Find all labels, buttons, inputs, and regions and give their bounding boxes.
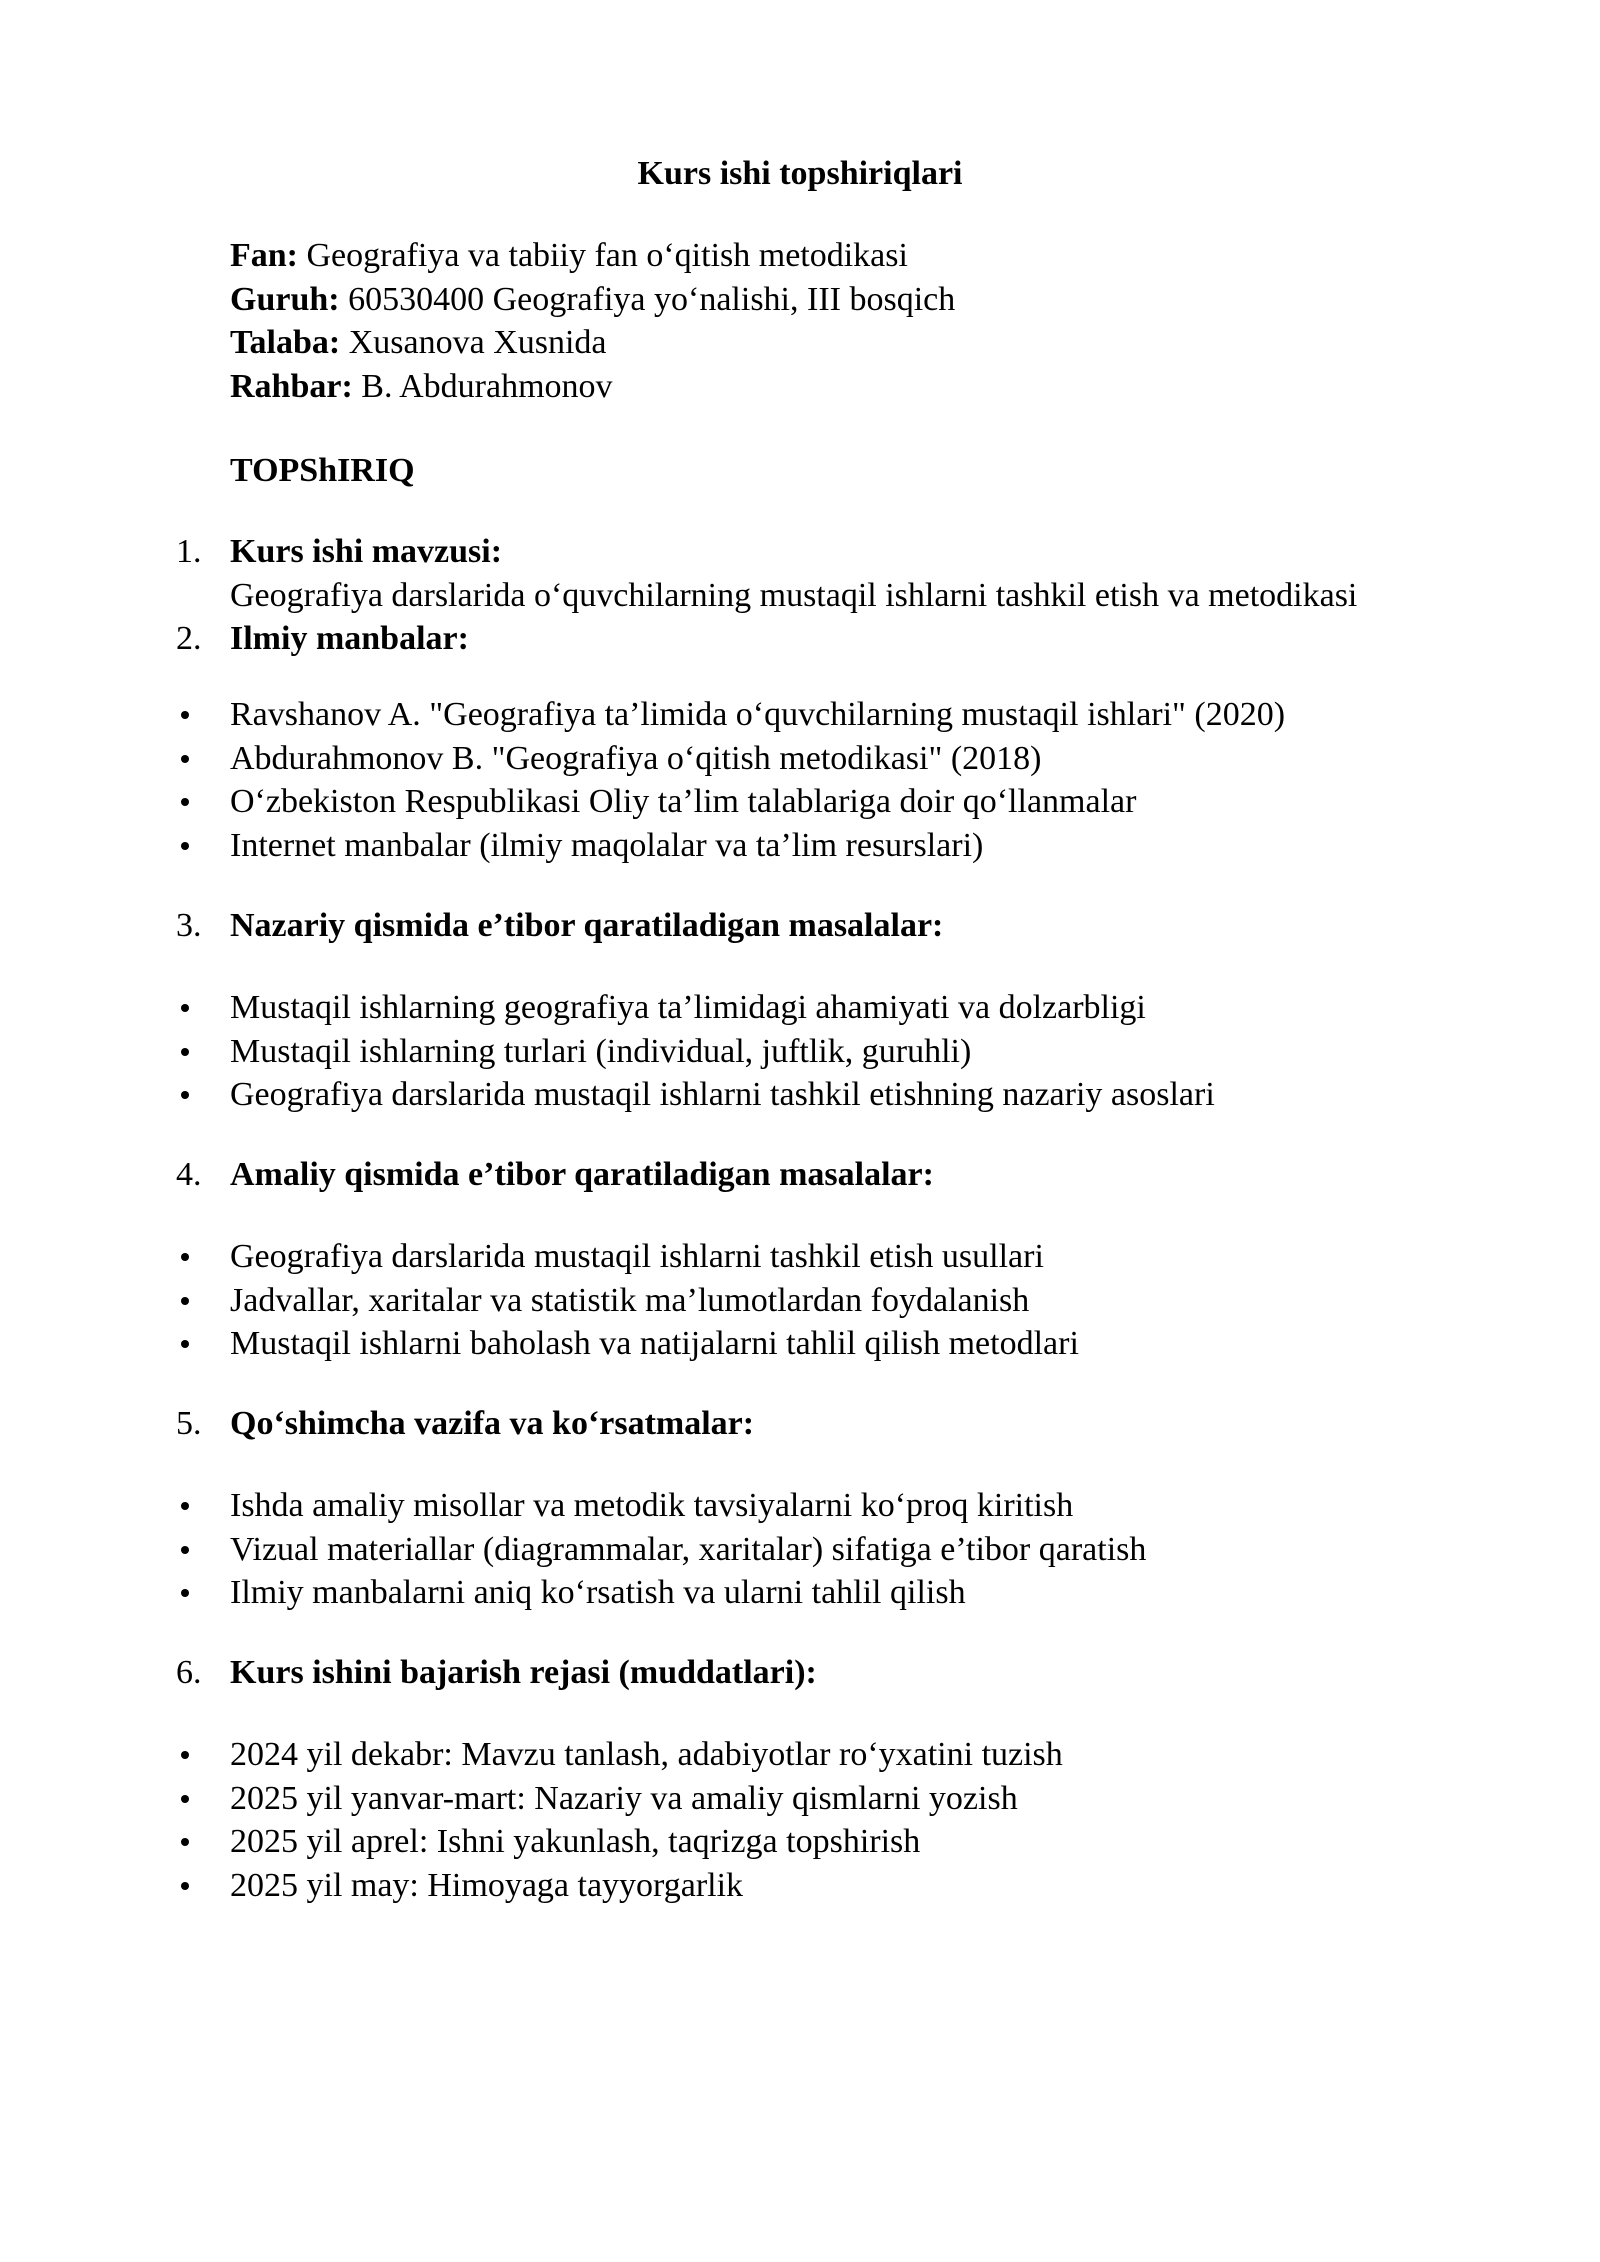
meta-fan-label: Fan: <box>230 237 298 274</box>
bullet-icon <box>181 1340 189 1348</box>
section-2-header <box>0 617 1600 661</box>
section-4-number: 4. <box>176 1156 202 1193</box>
section-5-header <box>0 1402 1600 1446</box>
bullet-icon <box>181 1091 189 1099</box>
meta-rahbar-value: B. Abdurahmonov <box>352 367 613 405</box>
bullet-icon <box>181 711 189 719</box>
section-2-number: 2. <box>176 620 202 657</box>
meta-rahbar <box>230 365 955 409</box>
bullet-icon <box>181 1253 189 1261</box>
section-4-header <box>0 1153 1600 1197</box>
section-3 <box>0 904 1600 948</box>
bullet-icon <box>181 1838 189 1846</box>
section-1-number: 1. <box>176 533 202 570</box>
section-2-title: Ilmiy manbalar: <box>230 620 469 657</box>
list-item-text: Abdurahmonov B. "Geografiya o‘qitish metodikasi" (2018) <box>230 739 1042 777</box>
section-3-title: Nazariy qismida e’tibor qaratiladigan masalalar: <box>230 907 944 944</box>
bullet-icon <box>181 1004 189 1012</box>
list-item-text: 2025 yil yanvar-mart: Nazariy va amaliy qismlarni yozish <box>230 1779 1018 1817</box>
list-item <box>0 1733 1600 1777</box>
list-item <box>0 1030 1600 1074</box>
list-item-text: 2025 yil aprel: Ishni yakunlash, taqrizga topshirish <box>230 1823 921 1860</box>
list-item-text: Mustaqil ishlarning turlari (individual, juftlik, guruhli) <box>230 1032 972 1070</box>
list-item-text: Internet manbalar (ilmiy maqolalar va ta’lim resurslari) <box>230 826 984 864</box>
list-item-text: Geografiya darslarida mustaqil ishlarni tashkil etishning nazariy asoslari <box>230 1076 1215 1113</box>
meta-talaba-value: Xusanova Xusnida <box>340 324 607 361</box>
list-item <box>0 693 1600 737</box>
meta-talaba-label: Talaba: <box>230 324 341 361</box>
section-5 <box>0 1402 1600 1446</box>
list-item <box>0 737 1600 781</box>
list-item <box>0 1777 1600 1821</box>
list-item-text: 2024 yil dekabr: Mavzu tanlash, adabiyotlar ro‘yxatini tuzish <box>230 1736 1063 1773</box>
bullet-icon <box>181 1795 189 1803</box>
section-1-text: Geografiya darslarida o‘quvchilarning mustaqil ishlarni tashkil etish va metodikasi <box>230 576 1358 614</box>
section-6-list <box>0 1733 1600 1907</box>
bullet-icon <box>181 1048 189 1056</box>
list-item <box>0 1571 1600 1615</box>
list-item <box>0 1322 1600 1366</box>
section-2-list <box>0 693 1600 867</box>
section-3-number: 3. <box>176 907 202 944</box>
section-1 <box>0 530 1600 661</box>
list-item <box>0 1073 1600 1117</box>
section-5-title: Qo‘shimcha vazifa va ko‘rsatmalar: <box>230 1405 755 1442</box>
section-4-list <box>0 1235 1600 1366</box>
section-5-number: 5. <box>176 1405 202 1442</box>
section-6-number: 6. <box>176 1654 202 1691</box>
list-item-text: Mustaqil ishlarning geografiya ta’limidagi ahamiyati va dolzarbligi <box>230 989 1146 1026</box>
bullet-icon <box>181 1751 189 1759</box>
section-4 <box>0 1153 1600 1197</box>
bullet-icon <box>181 1546 189 1554</box>
list-item-text: 2025 yil may: Himoyaga tayyorgarlik <box>230 1866 744 1904</box>
bullet-icon <box>181 1297 189 1305</box>
list-item-text: Mustaqil ishlarni baholash va natijalarni tahlil qilish metodlari <box>230 1325 1079 1362</box>
bullet-icon <box>181 1882 189 1890</box>
list-item <box>0 1235 1600 1279</box>
list-item-text: Ishda amaliy misollar va metodik tavsiyalarni ko‘proq kiritish <box>230 1487 1074 1524</box>
section-6-title: Kurs ishini bajarish rejasi (muddatlari): <box>230 1654 817 1691</box>
meta-guruh <box>230 278 955 322</box>
list-item-text: Vizual materiallar (diagrammalar, xaritalar) sifatiga e’tibor qaratish <box>230 1530 1147 1568</box>
section-3-list <box>0 986 1600 1117</box>
meta-rahbar-label: Rahbar: <box>230 367 353 405</box>
list-item <box>0 1279 1600 1323</box>
list-item-text: Ilmiy manbalarni aniq ko‘rsatish va ularni tahlil qilish <box>230 1574 966 1611</box>
list-item <box>0 780 1600 824</box>
document-title: Kurs ishi topshiriqlari <box>637 155 963 192</box>
list-item-text: Geografiya darslarida mustaqil ishlarni tashkil etish usullari <box>230 1238 1044 1275</box>
list-item <box>0 1820 1600 1864</box>
section-1-header <box>0 530 1600 574</box>
meta-fan <box>230 234 955 278</box>
section-1-body <box>0 574 1600 618</box>
list-item-text: O‘zbekiston Respublikasi Oliy ta’lim talablariga doir qo‘llanmalar <box>230 783 1137 820</box>
list-item <box>0 1528 1600 1572</box>
list-item-text: Ravshanov A. "Geografiya ta’limida o‘quvchilarning mustaqil ishlari" (2020) <box>230 696 1286 733</box>
section-6-header <box>0 1651 1600 1695</box>
section-6 <box>0 1651 1600 1695</box>
meta-guruh-label: Guruh: <box>230 280 340 318</box>
bullet-icon <box>181 1589 189 1597</box>
section-heading: TOPShIRIQ <box>230 452 415 489</box>
list-item <box>0 824 1600 868</box>
meta-fan-value: Geografiya va tabiiy fan o‘qitish metodikasi <box>298 237 908 274</box>
bullet-icon <box>181 842 189 850</box>
list-item-text: Jadvallar, xaritalar va statistik ma’lumotlardan foydalanish <box>230 1281 1030 1319</box>
list-item <box>0 1484 1600 1528</box>
list-item <box>0 1864 1600 1908</box>
meta-talaba <box>230 321 955 365</box>
meta-guruh-value: 60530400 Geografiya yo‘nalishi, III bosqich <box>339 280 956 318</box>
bullet-icon <box>181 755 189 763</box>
bullet-icon <box>181 1502 189 1510</box>
section-4-title: Amaliy qismida e’tibor qaratiladigan masalalar: <box>230 1156 934 1193</box>
bullet-icon <box>181 798 189 806</box>
section-3-header <box>0 904 1600 948</box>
document-meta <box>230 234 955 408</box>
list-item <box>0 986 1600 1030</box>
section-1-title: Kurs ishi mavzusi: <box>230 533 503 570</box>
section-5-list <box>0 1484 1600 1615</box>
